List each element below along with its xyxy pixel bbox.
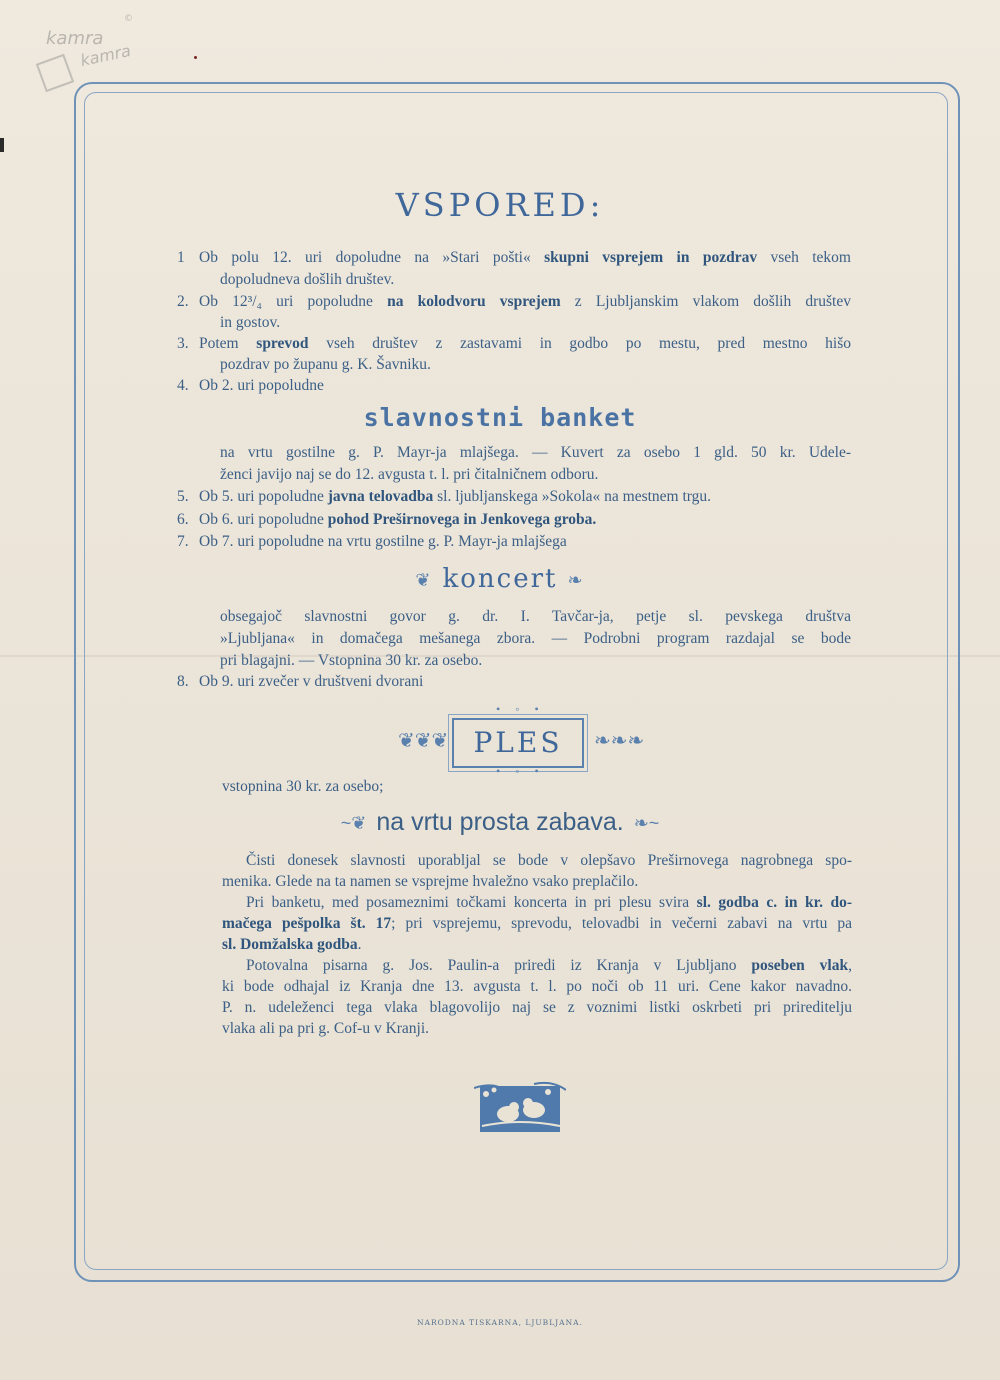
ples-text: vstopnina 30 kr. za osebo; [222,778,384,795]
text-run: vlaka ali pa pri g. Cof-u v Kranji. [222,1020,430,1037]
text-run: Ob 5. uri popoludne [199,488,328,505]
ornament-right-icon: ❧~ [633,812,660,833]
watermark-logo [40,18,160,88]
text-run: Ob 2. uri popoludne [199,377,324,394]
text-line [220,465,598,485]
ornament-right-icon: ❧ [567,569,585,591]
text-line [222,935,362,955]
text-line [220,651,482,671]
page-title: VSPORED: [395,186,605,224]
edge-mark [0,138,4,152]
text-run: P. n. udeleženci tega vlaka blagovolijo naj se z voznimi listki oskrbeti pri prireditelju [222,999,852,1016]
text-run: ki bode odhajal iz Kranja dne 13. avgusta t. l. po noči ob 11 uri. Cene kakor navadno. [222,978,852,995]
item-number: 6. [177,511,189,528]
ornament-scroll-left-icon: ❦❦❦ [398,730,449,752]
text-run: Ob 9. uri zvečer v društveni dvorani [199,673,424,690]
text-run: . [357,936,362,953]
text-line [246,893,852,913]
watermark-text: kamra [46,28,104,49]
ples-heading: PLES [452,718,584,768]
text-line [220,629,851,649]
birds-vignette-icon [474,1080,566,1138]
text-line [220,443,851,463]
text-line [199,487,711,507]
text-run: vseh društev z zastavami in godbo po mestu, pred mestno hišo [308,335,851,352]
text-run: sprevod [256,335,309,352]
text-line [199,532,567,552]
item-number: 2. [177,293,189,310]
ornament-left-icon: ❦ [415,569,433,591]
text-line [222,977,852,997]
text-run: Ob 6. uri popoludne [199,511,328,528]
text-line [199,672,423,692]
text-line [220,313,280,333]
text-run: , [848,957,852,974]
text-line [199,334,851,354]
text-line [222,872,638,892]
ornament-dots-icon: • ◦ • [496,764,545,778]
item-number: 3. [177,335,189,352]
text-run: mačega pešpolka št. 17 [222,915,392,932]
text-run: Ob polu 12. uri dopoludne na »Stari pošti« [199,249,545,266]
text-run: obsegajoč slavnostni govor g. dr. I. Tavčar-ja, petje sl. pevskega društva [220,608,851,625]
ornament-scroll-right-icon: ❧❧❧ [594,730,645,752]
text-run: javna telovadba [327,488,434,505]
text-line [222,998,852,1018]
text-run: Čisti donesek slavnosti uporabljal se bode v olepšavo Preširnovega nagrobnega spo- [246,852,852,869]
text-run: Pri banketu, med posameznimi točkami koncerta in pri plesu svira [246,894,697,911]
text-line [246,956,852,976]
zabava-heading [0,808,1000,837]
text-run: dopoludneva došlih društev. [220,271,395,288]
text-run: z Ljubljanskim vlakom došlih društev [560,293,851,310]
item-number: 5. [177,488,189,505]
koncert-label: koncert [442,564,558,594]
text-run: poseben vlak [751,957,849,974]
text-run: pozdrav po županu g. K. Šavniku. [220,356,431,373]
item-number: 4. [177,377,189,394]
text-run: Ob 7. uri popoludne na vrtu gostilne g. P. Mayr-ja mlajšega [199,533,567,550]
text-line [222,1019,429,1039]
text-line [220,355,431,375]
watermark-box-icon [36,54,74,92]
ornament-left-icon: ~❦ [340,812,367,833]
text-run: na kolodvoru vsprejem [387,293,561,310]
text-run: vseh tekom [757,249,851,266]
text-line [220,607,851,627]
item-number: 1 [177,249,185,266]
item-number: 7. [177,533,189,550]
text-run: ; pri vsprejemu, sprevodu, telovadbi in večerni zabavi na vrtu pa [391,915,852,932]
koncert-heading [0,564,1000,594]
text-line [199,376,324,396]
text-run: Potem [199,335,257,352]
banket-heading: slavnostni banket [363,403,637,432]
text-run: menika. Glede na ta namen se vsprejme hvaležno vsako preplačilo. [222,873,639,890]
copyright-mark: © [124,14,133,24]
text-line [220,270,394,290]
item-number: 8. [177,673,189,690]
text-run: ženci javijo naj se do 12. avgusta t. l. pri čitalničnem odboru. [220,466,599,483]
ink-spot [194,56,197,59]
text-line [246,851,852,871]
text-run: Ob 12³/₄ uri popoludne [199,293,388,310]
text-line [199,248,851,268]
text-run: na vrtu gostilne g. P. Mayr-ja mlajšega. — Kuvert za osebo 1 gld. 50 kr. Udele- [220,444,851,461]
text-run: sl. Domžalska godba [222,936,358,953]
text-run: pohod Preširnovega in Jenkovega groba. [327,511,597,528]
ornament-dots-icon: • ◦ • [496,702,545,716]
text-run: »Ljubljana« in domačega mešanega zbora. — Podrobni program razdajal se bode [220,630,851,647]
text-run: Potovalna pisarna g. Jos. Paulin-a priredi iz Kranja v Ljubljano [246,957,752,974]
text-line [222,914,852,934]
watermark-text: kamra [78,40,133,71]
zabava-label: na vrtu prosta zabava. [376,808,624,836]
text-run: skupni vsprejem in pozdrav [544,249,758,266]
printer-imprint: NARODNA TISKARNA, LJUBLJANA. [417,1318,583,1327]
text-line [199,292,851,312]
text-run: sl. godba c. in kr. do- [696,894,852,911]
text-run: pri blagajni. — Vstopnina 30 kr. za osebo. [220,652,483,669]
text-run: in gostov. [220,314,281,331]
text-run: sl. ljubljanskega »Sokola« na mestnem trgu. [433,488,712,505]
text-line [199,510,596,530]
